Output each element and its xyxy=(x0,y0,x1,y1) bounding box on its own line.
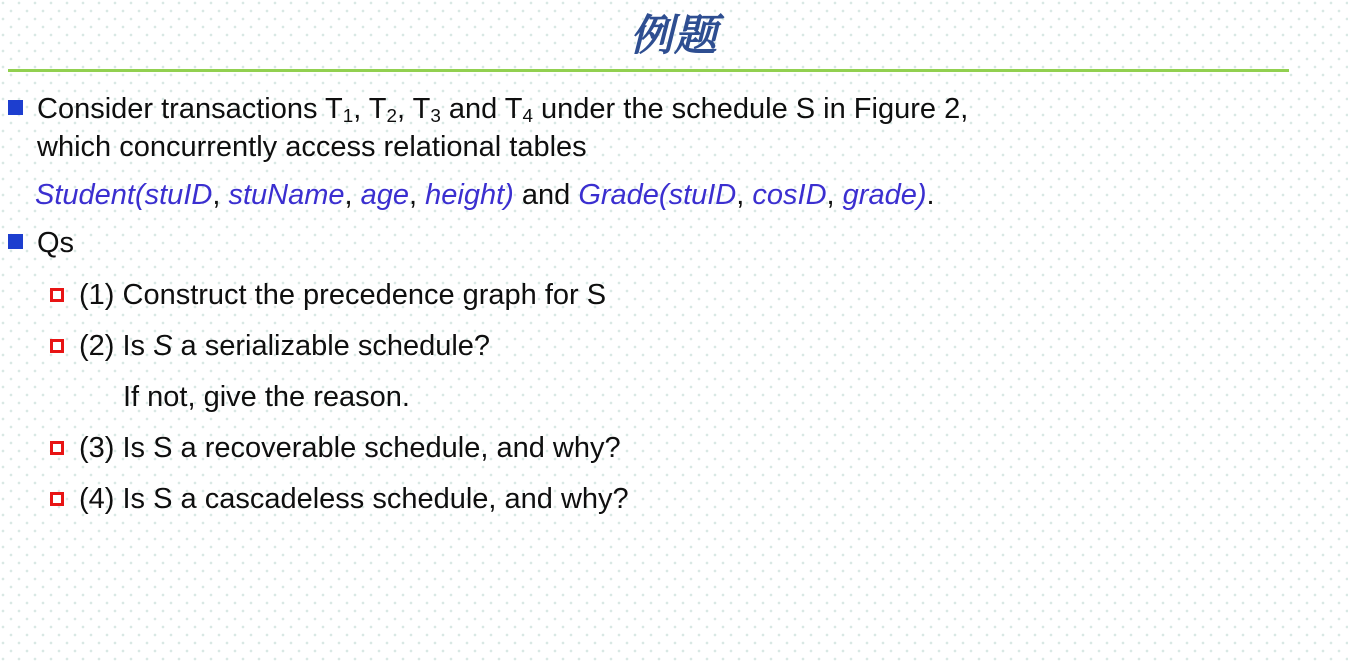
height-attr: height) xyxy=(425,179,514,211)
student-relation: Student(stuID xyxy=(35,179,213,211)
bullet1-line1 xyxy=(8,92,968,126)
grade-relation: Grade(stuID xyxy=(578,179,737,211)
stuname-attr: stuName xyxy=(228,179,345,211)
text-segment: a serializable schedule? xyxy=(172,330,491,362)
t1-subscript: 1 xyxy=(342,105,354,127)
age-attr: age xyxy=(360,179,410,211)
blue-square-bullet-icon xyxy=(8,100,23,115)
question-2-text xyxy=(79,329,490,363)
red-hollow-square-bullet-icon xyxy=(50,441,64,455)
red-hollow-square-bullet-icon xyxy=(50,288,64,302)
period: . xyxy=(926,179,935,211)
t4-subscript: 4 xyxy=(522,105,533,127)
comma: , xyxy=(409,179,426,211)
question-2 xyxy=(50,329,490,363)
question-1 xyxy=(50,278,606,312)
question-3-text: (3) Is S a recoverable schedule, and why? xyxy=(79,432,621,464)
bullet1-line1-text xyxy=(37,92,968,126)
schedule-s-italic: S xyxy=(153,330,173,362)
question-4-text: (4) Is S a cascadeless schedule, and why? xyxy=(79,483,629,515)
title-divider xyxy=(8,69,1289,72)
grade-attr: grade) xyxy=(842,179,927,211)
t3-subscript: 3 xyxy=(430,105,441,127)
question-3 xyxy=(50,431,621,465)
text-segment: under the schedule S in Figure 2, xyxy=(532,93,969,125)
bullet2-qs xyxy=(8,226,74,260)
text-segment: Consider transactions T xyxy=(37,93,343,125)
question-1-text: (1) Construct the precedence graph for S xyxy=(79,279,607,311)
blue-square-bullet-icon xyxy=(8,234,23,249)
question-4 xyxy=(50,482,629,516)
comma: , xyxy=(344,179,361,211)
red-hollow-square-bullet-icon xyxy=(50,339,64,353)
slide-title: 例题 xyxy=(630,12,718,60)
text-segment: (2) Is xyxy=(79,330,154,362)
question-2-note-text: If not, give the reason. xyxy=(123,381,410,413)
text-segment: and T xyxy=(440,93,523,125)
bullet1-line2 xyxy=(37,130,587,164)
qs-label: Qs xyxy=(37,227,75,259)
text-segment: , T xyxy=(397,93,431,125)
schema-text xyxy=(35,178,935,212)
t2-subscript: 2 xyxy=(386,105,397,127)
text-segment: , T xyxy=(353,93,387,125)
schema-line xyxy=(35,178,935,212)
red-hollow-square-bullet-icon xyxy=(50,492,64,506)
question-2-note xyxy=(123,380,410,414)
comma: , xyxy=(736,179,753,211)
comma: , xyxy=(826,179,843,211)
and-conjunction: and xyxy=(513,179,579,211)
bullet1-line2-text: which concurrently access relational tables xyxy=(37,131,587,163)
cosid-attr: cosID xyxy=(752,179,827,211)
comma: , xyxy=(212,179,229,211)
